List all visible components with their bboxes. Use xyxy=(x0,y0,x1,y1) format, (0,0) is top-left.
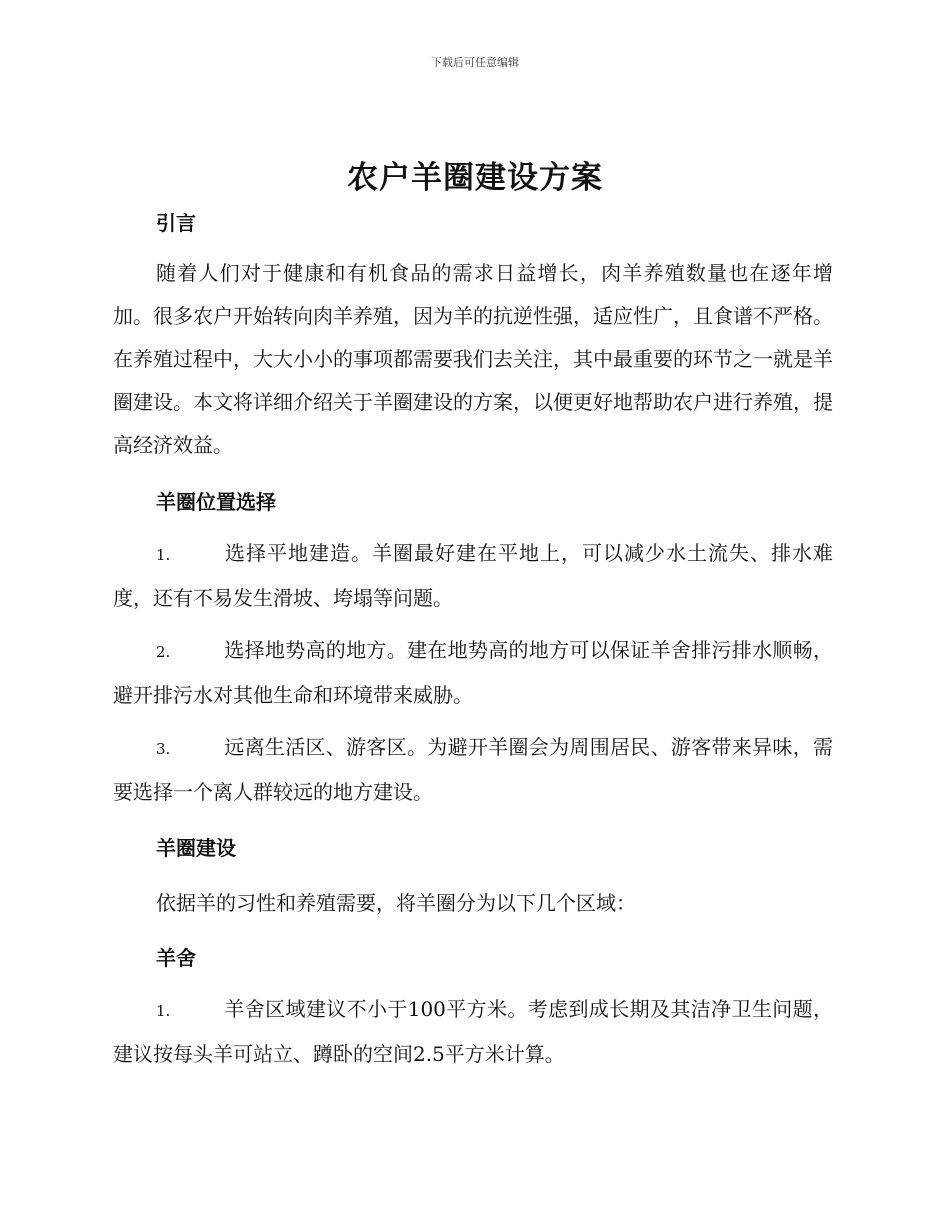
paragraph-intro: 随着人们对于健康和有机食品的需求日益增长，肉羊养殖数量也在逐年增加。很多农户开始转向肉羊养殖，因为羊的抗逆性强，适应性广，且食谱不严格。在养殖过程中，大大小小的事项都需要我们去关注，其中最重要的环节之一就是羊圈建设。本文将详细介绍关于羊圈建设的方案，以便更好地帮助农户进行养殖，提高经济效益。 xyxy=(113,261,833,457)
list-text: 远离生活区、游客区。为避开羊圈会为周围居民、游客带来异味，需要选择一个离人群较远的地方建设。 xyxy=(113,735,833,804)
page-header: 下载后可任意编辑 xyxy=(431,56,519,69)
list-item-location-3 xyxy=(113,726,833,814)
list-item-location-1 xyxy=(113,532,833,620)
heading-intro: 引言 xyxy=(156,211,196,235)
heading-location: 羊圈位置选择 xyxy=(156,490,276,514)
heading-sheepfold: 羊舍 xyxy=(156,946,196,970)
list-text: 选择平地建造。羊圈最好建在平地上，可以减少水土流失、排水难度，还有不易发生滑坡、垮塌等问题。 xyxy=(113,541,833,610)
list-number: 3. xyxy=(156,740,171,758)
list-number: 1. xyxy=(156,1002,171,1020)
paragraph-construction: 依据羊的习性和养殖需要，将羊圈分为以下几个区域： xyxy=(156,891,636,915)
list-text: 羊舍区域建议不小于100平方米。考虑到成长期及其洁净卫生问题，建议按每头羊可站立、蹲卧的空间2.5平方米计算。 xyxy=(113,997,833,1066)
list-item-sheepfold-1 xyxy=(113,988,833,1076)
list-item-location-2 xyxy=(113,629,833,717)
list-number: 1. xyxy=(156,546,171,564)
list-number: 2. xyxy=(156,643,171,661)
list-text: 选择地势高的地方。建在地势高的地方可以保证羊舍排污排水顺畅，避开排污水对其他生命和环境带来威胁。 xyxy=(113,638,833,707)
heading-construction: 羊圈建设 xyxy=(156,836,236,860)
document-title: 农户羊圈建设方案 xyxy=(347,160,603,196)
